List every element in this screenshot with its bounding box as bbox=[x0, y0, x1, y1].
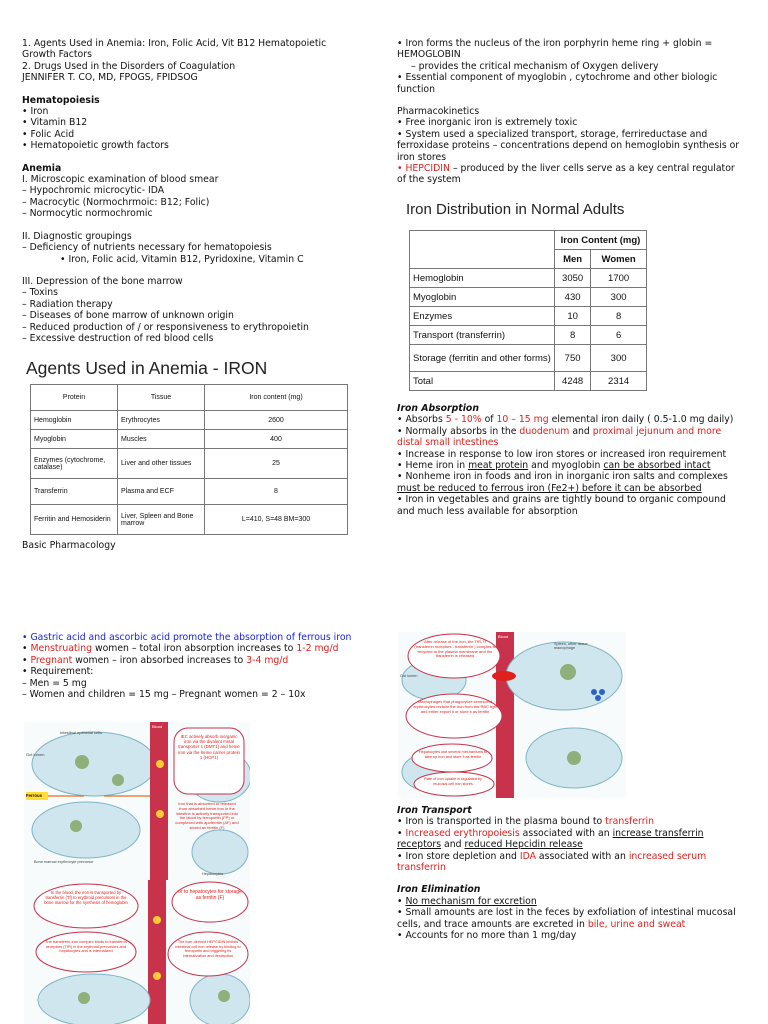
text-run: increased serum transferrin bbox=[397, 850, 707, 874]
dist-row-label: Hemoglobin bbox=[410, 269, 555, 288]
dist-value: 4248 bbox=[555, 372, 591, 391]
q1-header-line-2: 2. Drugs Used in the Disorders of Coagulation bbox=[22, 60, 236, 72]
text-run: 1-2 mg/d bbox=[296, 643, 339, 655]
anemia-line: – Macrocytic (Normochrmoic: B12; Folic) bbox=[22, 196, 210, 208]
th-iron-content: Iron content (mg) bbox=[205, 385, 348, 411]
q2-column-top bbox=[397, 38, 742, 186]
text-run: and bbox=[441, 839, 465, 851]
text-run: IDA bbox=[519, 850, 536, 862]
text-run: • Normally absorbs in the bbox=[397, 425, 520, 437]
text-run: associated with an bbox=[519, 827, 613, 839]
label-gut-lumen: Gut lumen bbox=[400, 674, 418, 678]
abs-line: • Increase in response to low iron stores or increased iron requirement bbox=[397, 448, 727, 460]
q1-header-line-3: JENNIFER T. CO, MD, FPOGS, FPIDSOG bbox=[22, 72, 198, 84]
marrow-line: – Diseases of bone marrow of unknown origin bbox=[22, 310, 234, 322]
callout-dmt1: IEC actively absorb inorganic iron via the divalent metal transporter 1 (DMT1) and heme iron via the heme carrier protein 1 (HCP1) bbox=[178, 734, 240, 760]
iron-distribution-title: Iron Distribution in Normal Adults bbox=[406, 201, 625, 218]
text-run: and myoglobin bbox=[528, 460, 604, 472]
abs-line bbox=[397, 414, 742, 425]
text-run: Pregnant bbox=[30, 654, 73, 666]
text-run: No mechanism for excretion bbox=[405, 895, 537, 907]
iron-recycling-diagram bbox=[398, 632, 626, 798]
requirement-line: • Requirement: bbox=[22, 666, 94, 678]
table-cell: 2600 bbox=[205, 411, 348, 430]
table-cell: Transferrin bbox=[31, 479, 118, 505]
iron-elimination-heading: Iron Elimination bbox=[397, 884, 481, 896]
abs-line bbox=[397, 471, 742, 494]
table-cell: Liver, Spleen and Bone marrow bbox=[118, 505, 205, 535]
elimination-line bbox=[397, 907, 742, 930]
q1-column bbox=[22, 38, 362, 344]
dist-value: 300 bbox=[591, 288, 647, 307]
diag-line: II. Diagnostic groupings bbox=[22, 230, 132, 242]
q2-line: • Essential component of myoglobin , cytochrome and other biologic function bbox=[397, 72, 718, 95]
table-cell: Myoglobin bbox=[31, 430, 118, 449]
q3-column bbox=[22, 632, 367, 700]
diag-subitem: • Iron, Folic acid, Vitamin B12, Pyridoxine, Vitamin C bbox=[60, 253, 304, 265]
hepcidin-term: • HEPCIDIN bbox=[397, 163, 450, 175]
dist-value: 8 bbox=[591, 307, 647, 326]
callout-tfr-complex: The transferrin-iron complex binds to transferrin receptors (TfR) in the erythroid precursors and hepatocytes and is internalized bbox=[45, 939, 127, 954]
text-run: and bbox=[569, 425, 593, 437]
iron-content-table bbox=[30, 384, 348, 535]
dist-row-label: Storage (ferritin and other forms) bbox=[410, 345, 555, 372]
transport-line bbox=[397, 816, 742, 827]
text-run: 3-4 mg/d bbox=[246, 654, 289, 666]
text-run: women – iron absorbed increases to bbox=[72, 654, 247, 666]
q1-footer: Basic Pharmacology bbox=[22, 540, 116, 551]
text-run: • bbox=[22, 643, 31, 655]
table-cell: Plasma and ECF bbox=[118, 479, 205, 505]
hema-item: • Folic Acid bbox=[22, 128, 75, 140]
elimination-line: • No mechanism for excretion bbox=[397, 895, 537, 907]
label-hepatocytes: Hepatocytes bbox=[202, 872, 224, 876]
callout-uptake-rate: Rate of iron uptake is regulated by mucosal cell iron stores bbox=[424, 777, 482, 786]
hema-item: • Hematopoietic growth factors bbox=[22, 140, 169, 152]
dist-value: 3050 bbox=[555, 269, 591, 288]
callout-marrow-transport: In the blood, the iron is transported by transferrin (Tf) to erythroid precursors in the bone marrow for the synthesis of hemoglobin bbox=[44, 890, 128, 905]
iron-transport-heading: Iron Transport bbox=[397, 805, 472, 816]
dist-value: 6 bbox=[591, 326, 647, 345]
abs-line: • Iron in vegetables and grains are tightly bound to organic compound and much less available for absorption bbox=[397, 494, 726, 517]
abs-line bbox=[397, 426, 742, 449]
text-run: 5 - 10% bbox=[445, 414, 482, 426]
q2-line: – provides the critical mechanism of Oxygen delivery bbox=[411, 60, 659, 72]
dist-value: 300 bbox=[591, 345, 647, 372]
hema-item: • Iron bbox=[22, 106, 49, 118]
text-run: increase transferrin receptors bbox=[397, 827, 704, 851]
text-run: 10 – 15 mg bbox=[496, 414, 549, 426]
marrow-line: III. Depression of the bone marrow bbox=[22, 275, 183, 287]
q1-header-line-1: 1. Agents Used in Anemia: Iron, Folic Acid, Vit B12 Hematopoietic Growth Factors bbox=[22, 38, 327, 61]
anemia-heading: Anemia bbox=[22, 162, 62, 174]
dist-value: 1700 bbox=[591, 269, 647, 288]
text-run: associated with an bbox=[535, 850, 629, 862]
diag-line: – Deficiency of nutrients necessary for hematopoiesis bbox=[22, 242, 272, 254]
marrow-line: – Toxins bbox=[22, 287, 58, 299]
label-intestinal: Intestinal epithelial cells bbox=[60, 730, 103, 735]
callout-ferroportin: Iron that is absorbed or released from absorbed heme iron in the intestine is actively transported into the blood by ferroportin (FP) or complexed with apoferritin (AF) and stored as ferritin (F) bbox=[175, 801, 239, 830]
text-run: • bbox=[397, 827, 406, 839]
text-run: • Nonheme iron in foods and iron in inorganic iron salts and complexes bbox=[397, 471, 728, 483]
dist-value: 2314 bbox=[591, 372, 647, 391]
hepcidin-desc: – produced by the liver cells serve as a key central regulator of the system bbox=[397, 163, 735, 186]
iron-absorption-section bbox=[397, 403, 742, 517]
pk-line: • System used a specialized transport, storage, ferrireductase and ferroxidase proteins – concentrations depend on hemoglobin synthesis or iron stores bbox=[397, 128, 740, 163]
anemia-line: – Hypochromic microcytic- IDA bbox=[22, 185, 165, 197]
callout-hepatocytes: Hepatocytes use several mechanisms to take up iron and store it as ferritin bbox=[418, 750, 488, 759]
marrow-line: – Reduced production of / or responsiveness to erythropoietin bbox=[22, 321, 309, 333]
callout-macrophages: Macrophages that phagocytize senescent erythrocytes reclaim the iron from the RBC hgb and either export it or store it as ferritin bbox=[413, 699, 497, 714]
text-run: duodenum bbox=[519, 425, 570, 437]
th-protein: Protein bbox=[31, 385, 118, 411]
table-cell: Muscles bbox=[118, 430, 205, 449]
text-run: Menstruating bbox=[30, 643, 93, 655]
label-bone-marrow: Bone marrow erythrocyte precursor bbox=[34, 860, 94, 864]
iron-transport-section bbox=[397, 805, 742, 941]
table-cell: Enzymes (cytochrome, catalase) bbox=[31, 449, 118, 479]
pk-line: • Free inorganic iron is extremely toxic bbox=[397, 117, 578, 129]
anemia-line: I. Microscopic examination of blood smear bbox=[22, 174, 219, 186]
label-blood: Blood bbox=[152, 724, 163, 729]
label-gut-lumen: Gut lumen bbox=[26, 752, 45, 757]
text-run: transferrin bbox=[605, 816, 655, 828]
table-cell: Liver and other tissues bbox=[118, 449, 205, 479]
anemia-line: – Normocytic normochromic bbox=[22, 208, 153, 220]
marrow-line: – Radiation therapy bbox=[22, 298, 113, 310]
menstruating-line bbox=[22, 643, 367, 654]
dist-header: Iron Content (mg) bbox=[555, 231, 647, 250]
label-ferrous: Ferrous bbox=[26, 793, 42, 798]
callout-hepcidin: The liver-derived HEPCIDIN inhibits intestinal cell iron release by binding to ferroportin and triggering its internalization and destruction bbox=[175, 940, 241, 958]
dist-col-men: Men bbox=[555, 250, 591, 269]
hepcidin-line bbox=[397, 163, 742, 186]
table-cell: Erythrocytes bbox=[118, 411, 205, 430]
dist-row-label: Transport (transferrin) bbox=[410, 326, 555, 345]
gastric-acid-line: • Gastric acid and ascorbic acid promote the absorption of ferrous iron bbox=[22, 632, 352, 643]
text-run: reduced Hepcidin release bbox=[464, 839, 583, 851]
dist-value: 10 bbox=[555, 307, 591, 326]
text-run: • Iron is transported in the plasma bound to bbox=[397, 816, 606, 828]
label-blood: Blood bbox=[498, 634, 509, 639]
text-run: proximal jejunum and more distal small intestines bbox=[397, 425, 722, 449]
dist-row-label: Total bbox=[410, 372, 555, 391]
text-run: elemental iron daily ( 0.5-1.0 mg daily) bbox=[548, 414, 734, 426]
iron-agents-table-title: Agents Used in Anemia - IRON bbox=[26, 358, 268, 378]
text-run: meat protein bbox=[468, 460, 529, 472]
iron-absorption-heading: Iron Absorption bbox=[397, 403, 479, 414]
marrow-line: – Excessive destruction of red blood cells bbox=[22, 332, 214, 344]
iron-distribution-table bbox=[409, 230, 647, 391]
pregnant-line bbox=[22, 655, 367, 666]
text-run: • Small amounts are lost in the feces by exfoliation of intestinal mucosal cells, and trace amounts are excreted in bbox=[397, 907, 736, 930]
dist-value: 8 bbox=[555, 326, 591, 345]
dist-row-label: Myoglobin bbox=[410, 288, 555, 307]
abs-line bbox=[397, 460, 742, 471]
iron-absorption-diagram bbox=[24, 722, 250, 880]
elimination-line: • Accounts for no more than 1 mg/day bbox=[397, 930, 577, 942]
label-spleen: Spleen, other tissue macrophage bbox=[554, 642, 588, 650]
text-run: women – total iron absorption increases to bbox=[92, 643, 297, 655]
table-cell: Ferritin and Hemosiderin bbox=[31, 505, 118, 535]
text-run: • Iron store depletion and bbox=[397, 850, 520, 862]
requirement-line: – Women and children = 15 mg – Pregnant women = 2 – 10x bbox=[22, 689, 306, 701]
text-run: • bbox=[22, 654, 31, 666]
dist-row-label: Enzymes bbox=[410, 307, 555, 326]
transport-line bbox=[397, 828, 742, 851]
callout-hepatocyte-storage: or to hepatocytes for storage as ferritin (F) bbox=[178, 889, 242, 901]
transport-line bbox=[397, 851, 742, 874]
text-run: must be reduced to ferrous iron (Fe2+) before it can be absorbed bbox=[397, 482, 702, 494]
table-cell: 8 bbox=[205, 479, 348, 505]
text-run: • Absorbs bbox=[397, 414, 446, 426]
q2-line: • Iron forms the nucleus of the iron porphyrin heme ring + globin = HEMOGLOBIN bbox=[397, 38, 713, 61]
hema-item: • Vitamin B12 bbox=[22, 117, 88, 129]
text-run: of bbox=[481, 414, 497, 426]
dist-corner bbox=[410, 231, 555, 269]
text-run: bile, urine and sweat bbox=[587, 918, 686, 930]
iron-transport-diagram bbox=[24, 880, 250, 1024]
dist-value: 750 bbox=[555, 345, 591, 372]
table-cell: L=410, S=48 BM=300 bbox=[205, 505, 348, 535]
text-run: can be absorbed intact bbox=[603, 460, 711, 472]
table-cell: Hemoglobin bbox=[31, 411, 118, 430]
requirement-line: – Men = 5 mg bbox=[22, 677, 87, 689]
dist-value: 430 bbox=[555, 288, 591, 307]
th-tissue: Tissue bbox=[118, 385, 205, 411]
pharmacokinetics-heading: Pharmacokinetics bbox=[397, 106, 480, 118]
dist-col-women: Women bbox=[591, 250, 647, 269]
table-cell: 400 bbox=[205, 430, 348, 449]
table-cell: 25 bbox=[205, 449, 348, 479]
text-run: • Heme iron in bbox=[397, 460, 469, 472]
text-run: Increased erythropoiesis bbox=[405, 827, 520, 839]
callout-tfr-recycle: After release of the iron, the TfR-Tf (transferrin receptors - transferrin ) complex is recycled to the plasma membrane and the transferrin is released bbox=[414, 639, 496, 659]
hematopoiesis-heading: Hematopoiesis bbox=[22, 94, 100, 106]
